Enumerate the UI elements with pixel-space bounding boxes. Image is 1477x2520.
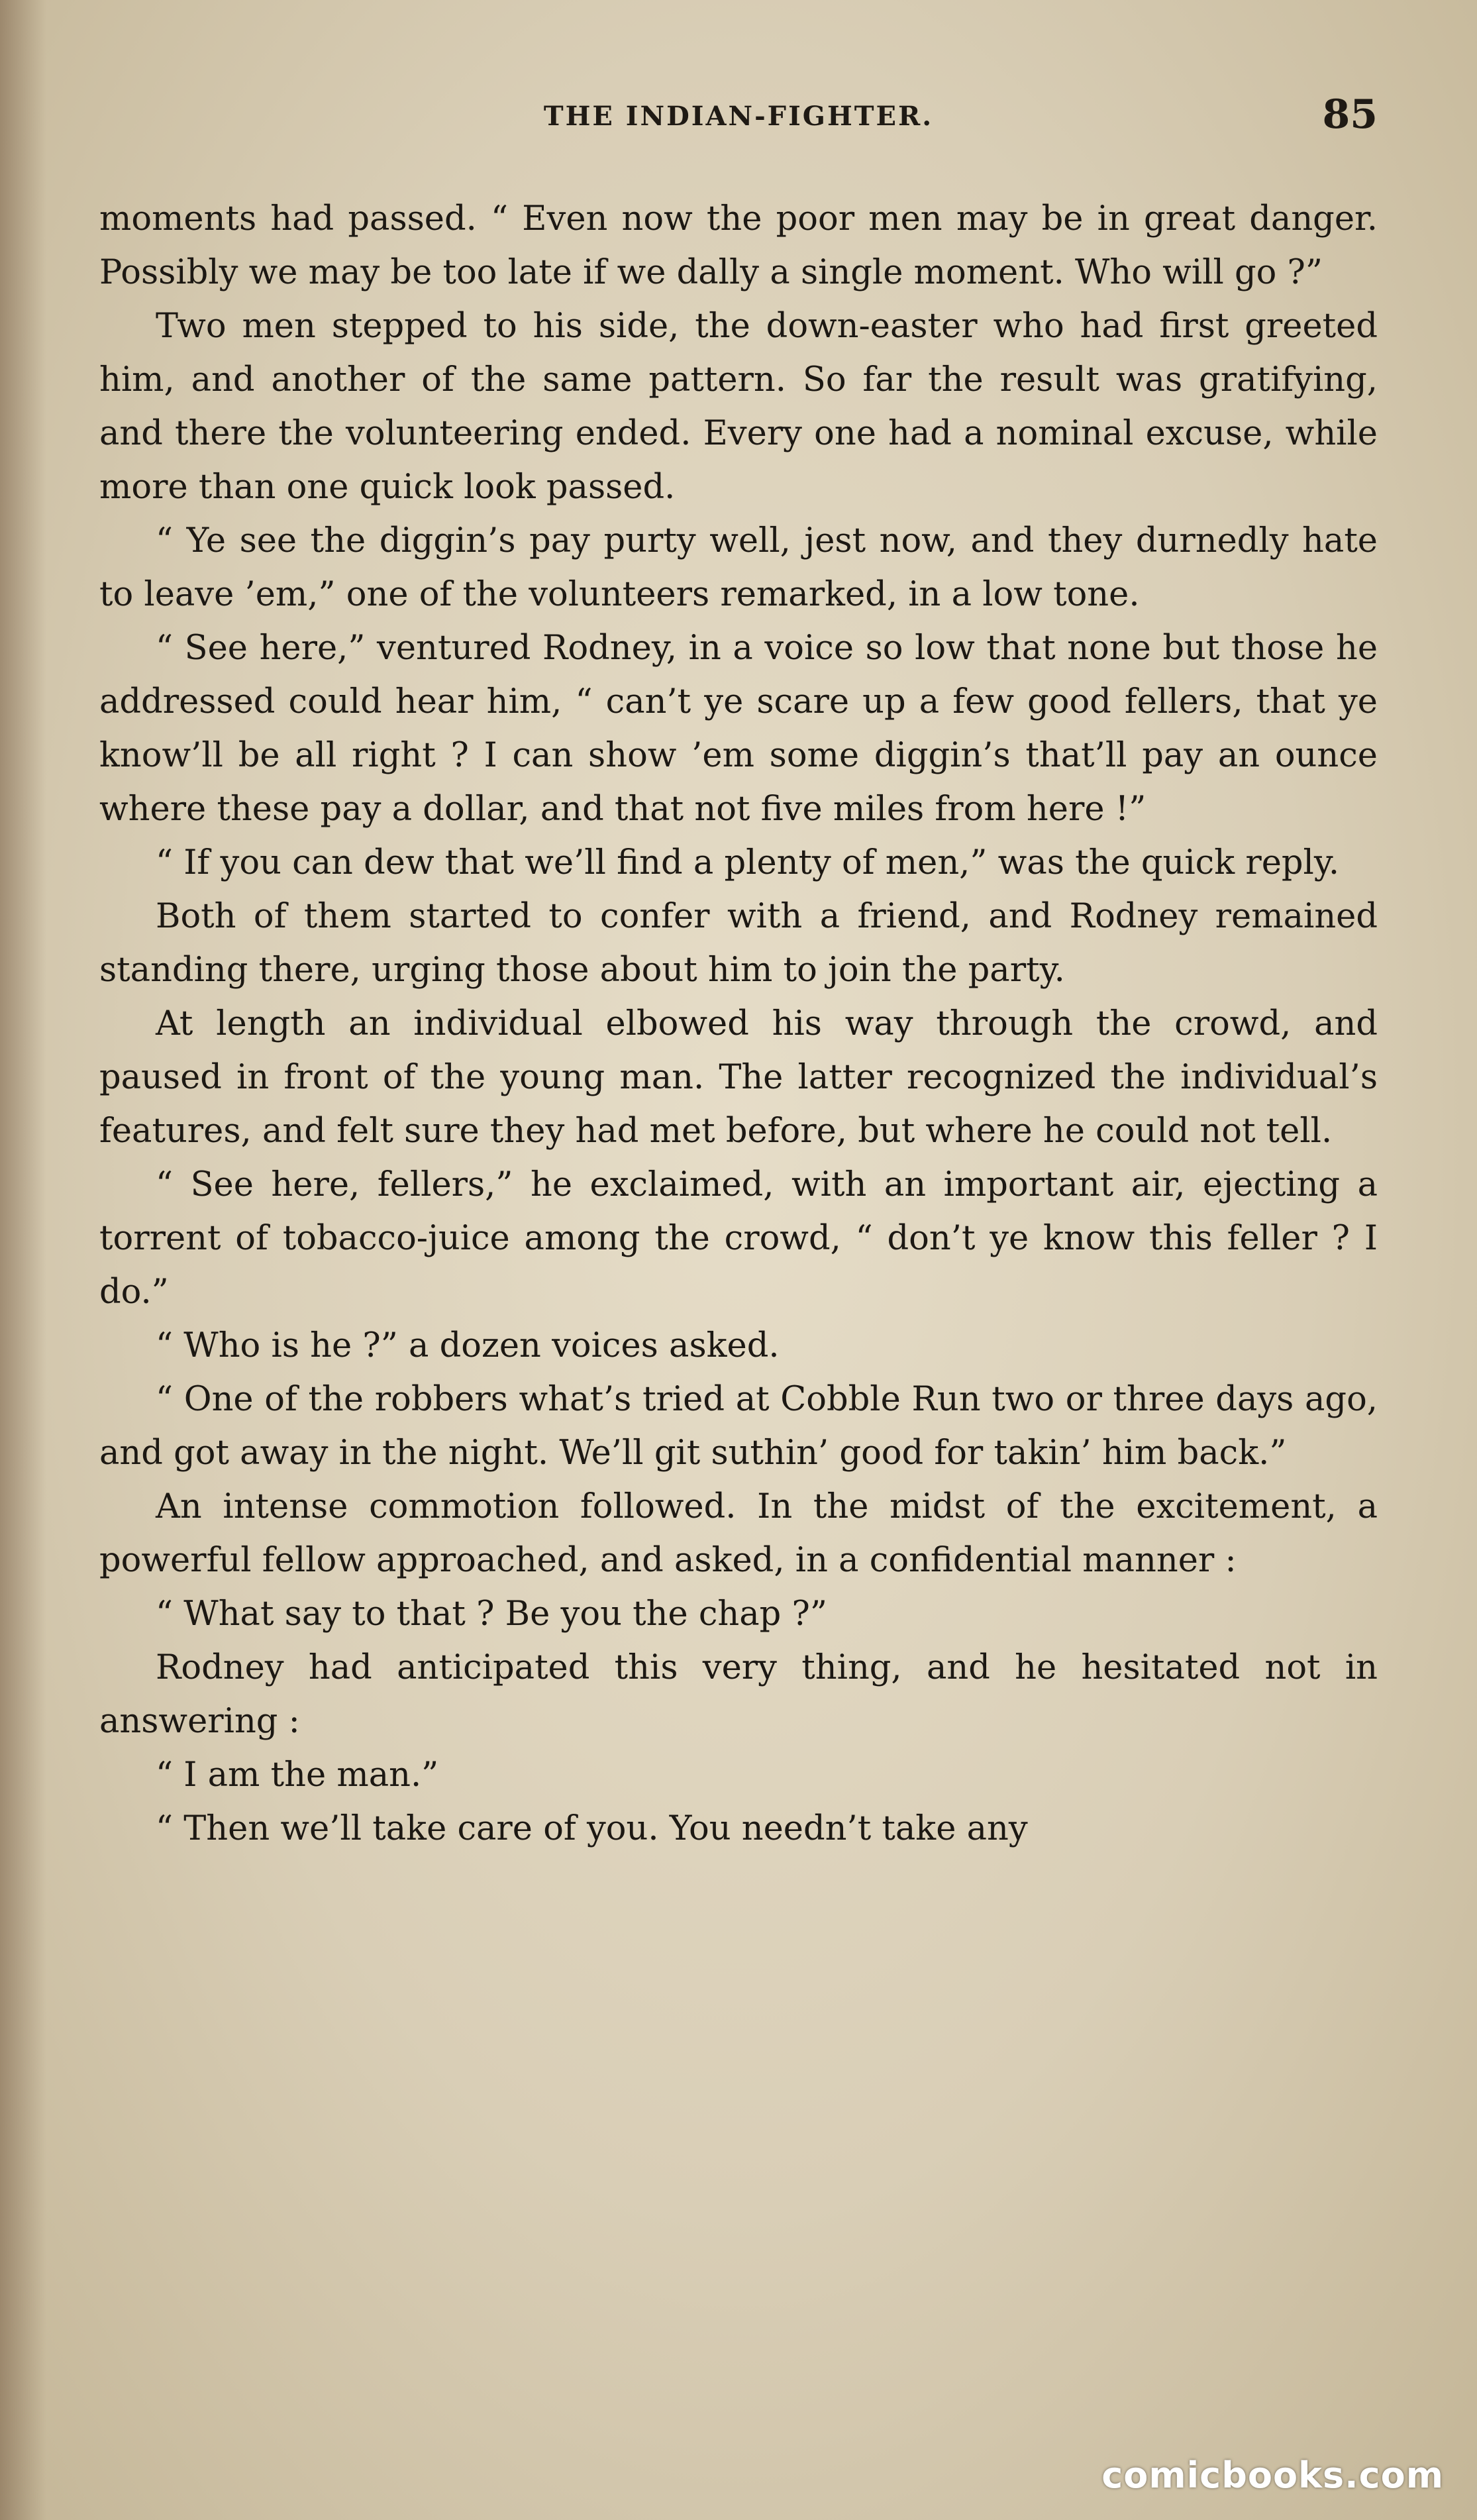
paragraph: Rodney had anticipated this very thing, and he hesitated not in answering : [99, 1648, 1378, 1741]
paragraph: At length an individual elbowed his way through the crowd, and paused in front of the young man. The latter recognized the individual’s features, and felt sure they had met before, but where he could not tell. [99, 1004, 1378, 1151]
paragraph: “ What say to that ? Be you the chap ?” [156, 1595, 827, 1634]
body-text [99, 192, 1378, 1856]
running-title: THE INDIAN-FIGHTER. [543, 101, 934, 132]
paragraph: “ Then we’ll take care of you. You needn’t take any [156, 1809, 1028, 1848]
paragraph: Both of them started to confer with a friend, and Rodney remained standing there, urging those about him to join the party. [99, 897, 1378, 990]
paragraph: “ Who is he ?” a dozen voices asked. [156, 1326, 780, 1365]
paragraph: “ See here, fellers,” he exclaimed, with an important air, ejecting a torrent of tobacco-juice among the crowd, “ don’t ye know this feller ? I do.” [99, 1165, 1378, 1312]
site-watermark: comicbooks.com [1101, 2454, 1444, 2496]
paragraph: “ I am the man.” [156, 1756, 439, 1795]
paragraph: “ One of the robbers what’s tried at Cobble Run two or three days ago, and got away in the night. We’ll git suthin’ good for takin’ him back.” [99, 1380, 1378, 1473]
paragraph: “ Ye see the diggin’s pay purty well, jest now, and they durnedly hate to leave ’em,” one of the volunteers remarked, in a low tone. [99, 521, 1378, 614]
page-number: 85 [1322, 91, 1378, 138]
paragraph: An intense commotion followed. In the midst of the excitement, a powerful fellow approached, and asked, in a confidential manner : [99, 1487, 1378, 1580]
paragraph: Two men stepped to his side, the down-easter who had first greeted him, and another of the same pattern. So far the result was gratifying, and there the volunteering ended. Every one had a nominal excuse, while more than one quick look passed. [99, 307, 1378, 507]
paragraph: “ If you can dew that we’ll find a plenty of men,” was the quick reply. [156, 843, 1340, 882]
page-gutter-shadow [0, 0, 46, 2520]
page-header [99, 86, 1378, 139]
paragraph: moments had passed. “ Even now the poor men may be in great danger. Possibly we may be too late if we dally a single moment. Who will go ?” [99, 199, 1378, 292]
paragraph: “ See here,” ventured Rodney, in a voice so low that none but those he addressed could hear him, “ can’t ye scare up a few good fellers, that ye know’ll be all right ? I can show ’em some diggin’s that’ll pay an ounce where these pay a dollar, and that not five miles from here !” [99, 629, 1378, 829]
